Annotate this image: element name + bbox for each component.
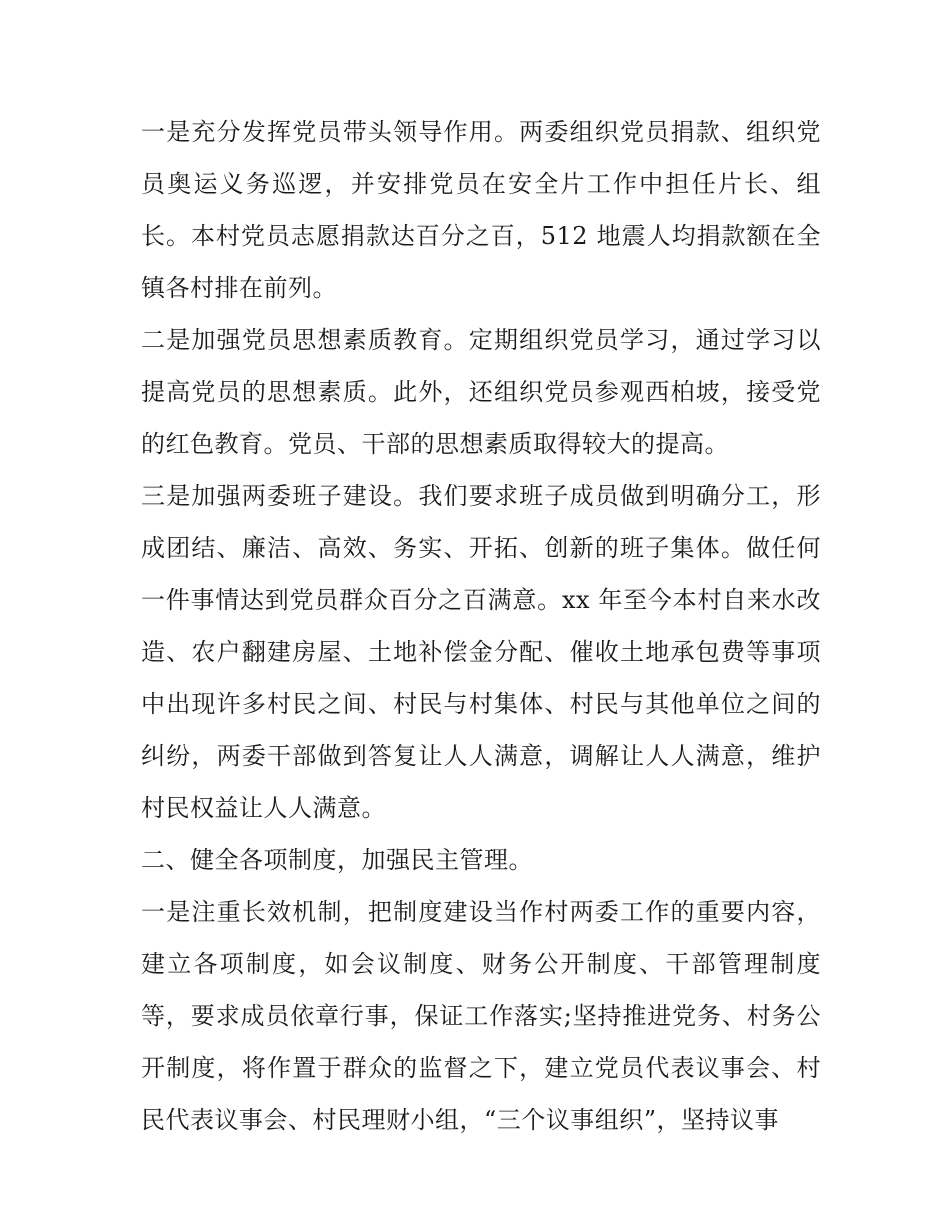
paragraph-committee-building: 三是加强两委班子建设。我们要求班子成员做到明确分工，形成团结、廉洁、高效、务实、开拓、创新的班子集体。做任何一件事情达到党员群众百分之百满意。xx 年至今本村自来水改造、农户翻建房屋、土地补偿金分配、催收土地承包费等事项中出现许多村民之间、村民与村集体、村民与其他单位之间的纠纷，两委干部做到答复让人人满意，调解让人人满意，维护村民权益让人人满意。 xyxy=(141,482,821,822)
section-heading-democratic-management: 二、健全各项制度，加强民主管理。 xyxy=(141,846,533,874)
paragraph-party-leadership: 一是充分发挥党员带头领导作用。两委组织党员捐款、组织党员奥运义务巡逻，并安排党员在安全片工作中担任片长、组长。本村党员志愿捐款达百分之百，512 地震人均捐款额在全镇各村排在前列。 xyxy=(141,118,821,302)
document-body xyxy=(141,106,821,1146)
paragraph-long-term-mechanism: 一是注重长效机制，把制度建设当作村两委工作的重要内容，建立各项制度，如会议制度、财务公开制度、干部管理制度等，要求成员依章行事，保证工作落实;坚持推进党务、村务公开制度，将作置于群众的监督之下，建立党员代表议事会、村民代表议事会、村民理财小组，“三个议事组织”，坚持议事 xyxy=(141,898,821,1134)
paragraph-ideological-education: 二是加强党员思想素质教育。定期组织党员学习，通过学习以提高党员的思想素质。此外，还组织党员参观西柏坡，接受党的红色教育。党员、干部的思想素质取得较大的提高。 xyxy=(141,326,821,458)
